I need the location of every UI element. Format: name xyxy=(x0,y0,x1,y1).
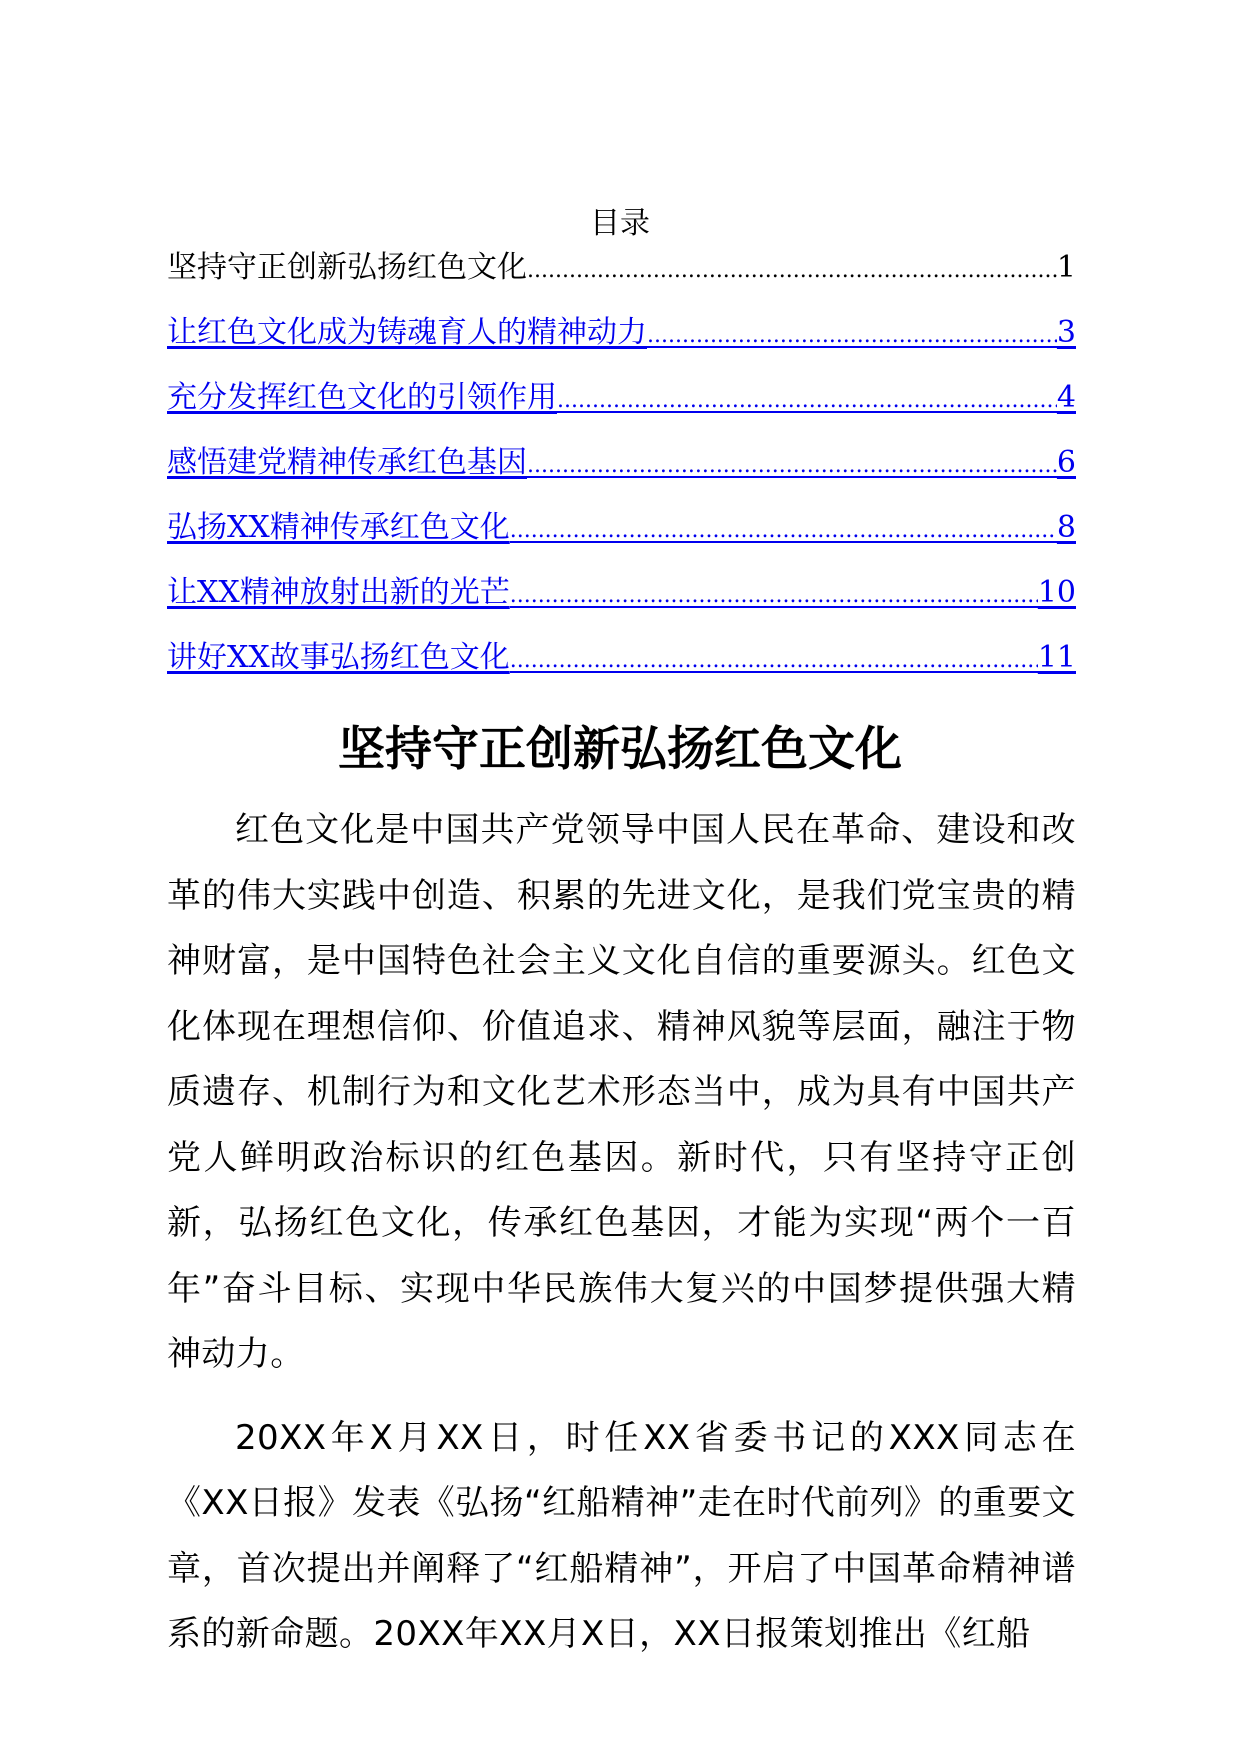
toc-leader-dots xyxy=(510,509,1057,553)
toc-entry-link[interactable] xyxy=(167,500,1076,565)
toc-entry-page: 3 xyxy=(1056,315,1076,350)
toc-leader-dots xyxy=(557,379,1057,423)
toc-entry-link[interactable] xyxy=(167,305,1076,370)
toc-leader-dots xyxy=(527,444,1057,488)
toc-entry-page: 8 xyxy=(1056,510,1076,545)
toc-entry-text: 让红色文化成为铸魂育人的精神动力 xyxy=(167,315,647,350)
toc-entry-link[interactable] xyxy=(167,565,1076,630)
table-of-contents xyxy=(167,240,1076,695)
article-paragraph: 红色文化是中国共产党领导中国人民在革命、建设和改革的伟大实践中创造、积累的先进文化，是我们党宝贵的精神财富，是中国特色社会主义文化自信的重要源头。红色文化体现在理想信仰、价值追求、精神风貌等层面，融注于物质遗存、机制行为和文化艺术形态当中，成为具有中国共产党人鲜明政治标识的红色基因。新时代，只有坚持守正创新，弘扬红色文化，传承红色基因，才能为实现“两个一百年”奋斗目标、实现中华民族伟大复兴的中国梦提供强大精神动力。 xyxy=(167,810,1076,1374)
toc-entry-link[interactable] xyxy=(167,370,1076,435)
article-body xyxy=(167,798,1076,1686)
toc-entry-link[interactable] xyxy=(167,630,1076,695)
toc-entry-text: 充分发挥红色文化的引领作用 xyxy=(167,380,557,415)
toc-leader-dots xyxy=(647,314,1057,358)
toc-entry-text: 弘扬XX精神传承红色文化 xyxy=(167,510,510,545)
toc-entry-text: 讲好XX故事弘扬红色文化 xyxy=(167,640,510,675)
toc-title: 目录 xyxy=(590,206,650,241)
article-paragraph: 20XX年X月XX日，时任XX省委书记的XXX同志在《XX日报》发表《弘扬“红船精神”走在时代前列》的重要文章，首次提出并阐释了“红船精神”，开启了中国革命精神谱系的新命题。20XX年XX月X日，XX日报策划推出《红船 xyxy=(167,1417,1077,1654)
toc-entry-text: 感悟建党精神传承红色基因 xyxy=(167,445,527,480)
toc-entry[interactable] xyxy=(167,240,1076,305)
toc-entry-page: 10 xyxy=(1037,575,1076,610)
article-title: 坚持守正创新弘扬红色文化 xyxy=(338,722,902,777)
toc-entry-text: 让XX精神放射出新的光芒 xyxy=(167,575,510,610)
toc-leader-dots xyxy=(510,574,1038,618)
toc-entry-text: 坚持守正创新弘扬红色文化 xyxy=(167,250,527,285)
toc-entry-page: 1 xyxy=(1056,250,1076,285)
toc-leader-dots xyxy=(510,639,1038,683)
toc-entry-page: 4 xyxy=(1056,380,1076,415)
toc-entry-link[interactable] xyxy=(167,435,1076,500)
toc-leader-dots xyxy=(527,249,1057,293)
toc-entry-page: 6 xyxy=(1056,445,1076,480)
toc-entry-page: 11 xyxy=(1037,640,1076,675)
